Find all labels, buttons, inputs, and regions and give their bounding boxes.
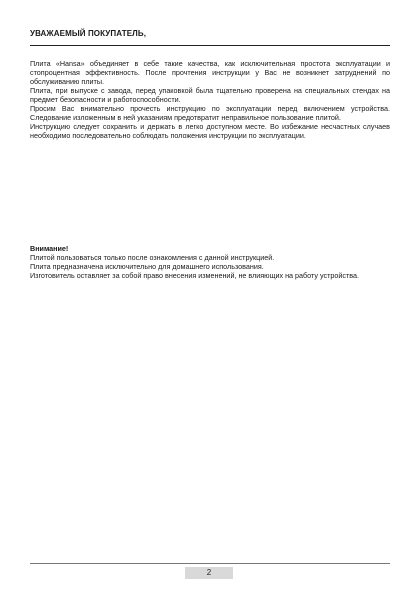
warning-section <box>30 244 390 280</box>
heading-divider <box>30 45 390 46</box>
warning-title: Внимание! <box>30 244 69 253</box>
page-heading: УВАЖАЕМЫЙ ПОКУПАТЕЛЬ, <box>30 29 147 38</box>
intro-section <box>30 59 390 140</box>
intro-paragraph: Просим Вас внимательно прочесть инструкцию по эксплуатации перед включением устройства. Следование изложенным в ней указаниям предотвратит неправильное пользование плитой. <box>30 104 390 122</box>
footer-divider <box>30 563 390 564</box>
warning-line: Изготовитель оставляет за собой право внесения изменений, не влияющих на работу устройства. <box>30 271 359 280</box>
intro-paragraph: Плита «Hansa» объединяет в себе такие качества, как исключительная простота эксплуатации и стопроцентная эффективность. После прочтения инструкции у Вас не возникнет затруднений по обслуживанию плиты. <box>30 59 390 86</box>
page-number-badge: 2 <box>185 567 233 579</box>
warning-line: Плита предназначена исключительно для домашнего использования. <box>30 262 264 271</box>
intro-paragraph: Плита, при выпуске с завода, перед упаковкой была тщательно проверена на специальных стендах на предмет безопасности и работоспособности. <box>30 86 390 104</box>
warning-line: Плитой пользоваться только после ознакомления с данной инструкцией. <box>30 253 275 262</box>
intro-paragraph: Инструкцию следует сохранить и держать в легко доступном месте. Во избежание несчастных случаев необходимо последовательно соблюдать положения инструкции по эксплуатации. <box>30 122 390 140</box>
